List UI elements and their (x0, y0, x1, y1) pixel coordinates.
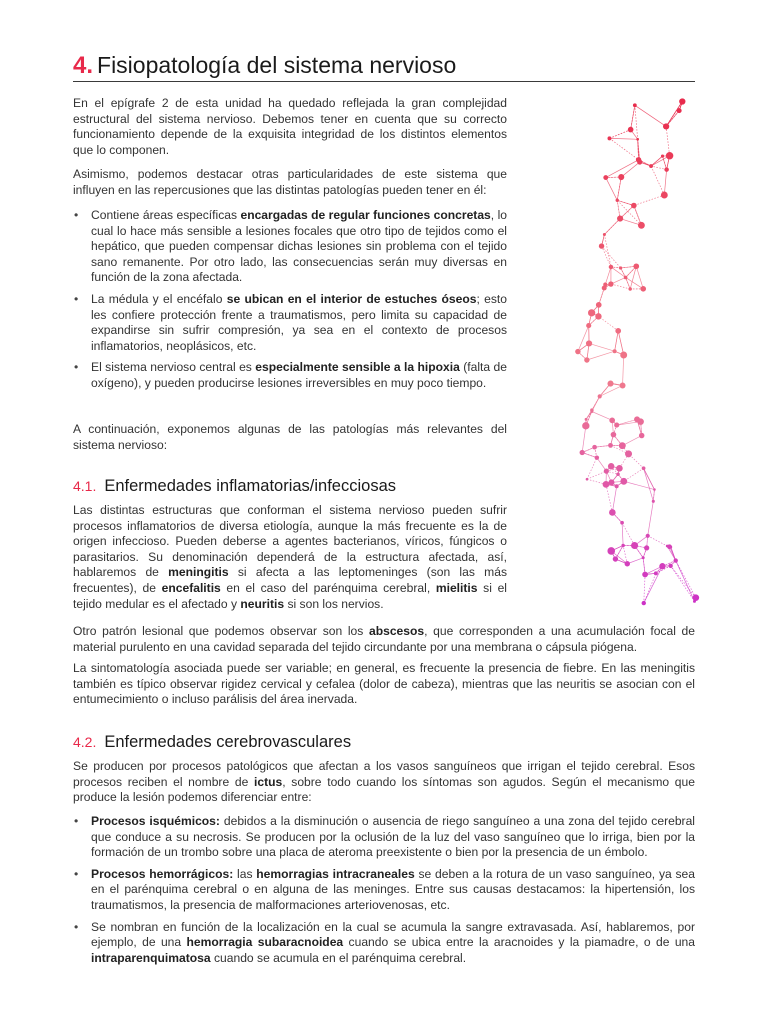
network-node (653, 488, 656, 491)
network-link (635, 105, 666, 126)
intro-paragraph-1: En el epígrafe 2 de esta unidad ha quedado reflejada la gran complejidad estructural del sistema nervioso. Debemos tener en cuenta que su correcto funcionamiento depende de la exquisita integridad de los distintos elementos que lo componen. (73, 96, 507, 157)
network-link (609, 138, 637, 139)
network-link (644, 573, 656, 603)
network-node (634, 416, 640, 422)
network-node (608, 443, 613, 448)
network-node (663, 123, 669, 129)
intro-bullet-list (73, 208, 507, 392)
network-node (586, 340, 592, 346)
network-node (636, 157, 641, 162)
network-node (661, 154, 664, 157)
network-link (671, 566, 695, 602)
network-node (644, 545, 649, 550)
network-node (609, 265, 613, 269)
network-link (612, 486, 616, 512)
network-node (604, 469, 609, 474)
network-link (635, 105, 638, 139)
network-link (666, 126, 669, 155)
chapter-number: 4. (73, 52, 94, 79)
network-node (693, 594, 700, 601)
network-node (616, 465, 623, 472)
network-link (587, 458, 597, 480)
network-link (592, 412, 612, 421)
network-link (664, 170, 666, 195)
network-node (592, 445, 597, 450)
network-link (634, 195, 664, 206)
network-link (651, 166, 667, 170)
network-link (676, 561, 695, 602)
network-node (609, 509, 616, 516)
network-node (633, 263, 639, 269)
network-link (609, 138, 638, 159)
network-node (652, 500, 655, 503)
intro-paragraph-3: A continuación, exponemos algunas de las patologías más relevantes del sistema nervioso: (73, 422, 507, 452)
list-item: • La médula y el encéfalo se ubican en el interior de estuches óseos; esto les confiere protección frente a traumatismos, pero limita su capacidad de expandirse sin sufrir compresión, ya sea en el contexto de procesos inflamatorios, neoplásicos, etc. (73, 292, 507, 354)
network-node (575, 349, 580, 354)
network-node (642, 556, 645, 559)
list-item: • Se nombran en función de la localización en la cual se acumula la sangre extravasada. Así, hablaremos, por ejemplo, de una hemorragia subaracnoidea cuando se ubica entre la aracnoides y la piamadre, o de una intraparenquimatosa cuando se acumula en el parénquima cerebral. (73, 920, 695, 967)
network-link (617, 177, 621, 200)
intro-paragraph-2: Asimismo, podemos destacar otras particularidades de este sistema que influyen en las repercusiones que las distintas patologías pueden tener en él: (73, 167, 507, 197)
network-node (617, 215, 623, 221)
network-node (636, 138, 639, 141)
network-node (613, 556, 618, 561)
network-link (676, 561, 696, 598)
network-node (619, 442, 626, 449)
network-node (614, 423, 619, 428)
network-node (608, 281, 613, 286)
network-node (621, 544, 624, 547)
network-link (624, 468, 644, 481)
list-item: • Contiene áreas específicas encargadas de regular funciones concretas, lo cual lo hace más sensible a lesiones focales que otro tipo de tejidos como el hepático, que pueden compensar dichas lesiones sin problema con el tejido sano remanente. Por otro lado, las consecuencias serán muy diversas en función de la zona afectada. (73, 208, 507, 286)
network-node (598, 394, 602, 398)
network-node (642, 601, 646, 605)
network-node (586, 478, 589, 481)
network-node (674, 558, 678, 562)
network-node (603, 481, 610, 488)
network-node (649, 164, 653, 168)
network-node (625, 561, 630, 566)
network-link (606, 178, 617, 201)
network-link (615, 331, 619, 351)
network-link (602, 246, 611, 267)
network-link (611, 267, 626, 278)
section-4-2-bullet-list (73, 814, 695, 966)
network-node (666, 545, 669, 548)
network-node (631, 203, 637, 209)
network-node (603, 233, 606, 236)
network-node (646, 534, 650, 538)
network-link (582, 426, 586, 453)
network-link (648, 536, 667, 546)
section-4-1-paragraph-2: Otro patrón lesional que podemos observar son los abscesos, que corresponden a una acumulación focal de material purulento en una cavidad separada del tejido circundante por una membrana o cápsula piógena. (73, 624, 695, 654)
network-node (620, 478, 627, 485)
network-link (651, 166, 664, 195)
network-node (677, 108, 682, 113)
network-node (620, 521, 624, 525)
network-node (642, 572, 648, 578)
network-link (589, 343, 615, 351)
network-node (588, 309, 595, 316)
network-node (595, 313, 601, 319)
network-link (618, 331, 623, 355)
section-4-2-paragraph-1: Se producen por procesos patológicos que afectan a los vasos sanguíneos que irrigan el tejido cerebral. Esos procesos reciben el nombre de ictus, sobre todo cuando los síntomas son agudos. Según el mecanismo que produce la lesión podemos diferenciar entre: (73, 759, 695, 805)
network-node (638, 222, 645, 229)
network-link (611, 284, 630, 289)
network-node (599, 243, 604, 248)
section-heading-4-1: 4.1. Enfermedades inflamatorias/infecciosas (73, 477, 397, 495)
network-link (604, 219, 620, 235)
network-node (590, 410, 593, 413)
network-node (616, 199, 619, 202)
network-node (603, 175, 608, 180)
section-4-1-paragraph-3: La sintomatología asociada puede ser variable; en general, es frecuente la presencia de fiebre. En las meningitis también es típico observar rigidez cervical y cefalea (dolor de cabeza), mientras que las neuritis se asocian con el entumecimiento o incluso parálisis del área inervada. (73, 661, 695, 707)
network-node (664, 167, 669, 172)
network-node (609, 417, 615, 423)
network-link (609, 130, 630, 139)
network-node (654, 571, 658, 575)
network-node (611, 432, 617, 438)
network-link (587, 351, 615, 360)
network-node (642, 466, 646, 470)
network-link (636, 266, 643, 289)
network-node (603, 283, 607, 287)
section-heading-4-2: 4.2. Enfermedades cerebrovasculares (73, 733, 352, 751)
network-node (661, 192, 668, 199)
network-node (609, 479, 615, 485)
network-link (644, 574, 645, 603)
chapter-title: Fisiopatología del sistema nervioso (97, 52, 457, 78)
network-node (595, 455, 599, 459)
network-node (580, 450, 585, 455)
network-node (668, 564, 672, 568)
network-link (648, 501, 654, 535)
network-node (619, 266, 622, 269)
network-node (639, 433, 645, 439)
network-link (644, 566, 663, 603)
network-link (651, 156, 662, 166)
network-node (585, 418, 588, 421)
network-link (671, 566, 696, 598)
network-node (586, 323, 591, 328)
network-node (624, 276, 628, 280)
network-node (679, 98, 685, 104)
network-link (653, 490, 654, 502)
network-node (616, 473, 619, 476)
list-item: • El sistema nervioso central es especialmente sensible a la hipoxia (falta de oxígeno), y pueden producirse lesiones irreversibles en muy poco tiempo. (73, 360, 507, 391)
network-node (631, 542, 638, 549)
network-node (618, 174, 624, 180)
network-link (595, 445, 611, 447)
network-link (666, 101, 682, 126)
network-node (584, 357, 589, 362)
neural-network-illustration (560, 95, 710, 610)
network-node (633, 103, 637, 107)
network-link (622, 523, 623, 546)
network-node (613, 349, 617, 353)
network-link (622, 523, 634, 546)
network-node (659, 563, 665, 569)
network-link (624, 481, 655, 489)
network-node (608, 463, 614, 469)
page-title (73, 50, 695, 82)
network-node (669, 546, 672, 549)
list-item: • Procesos hemorrágicos: las hemorragias intracraneales se deben a la rotura de un vaso sanguíneo, ya sea en el parénquima cerebral o en alguna de las meninges. Entre sus causas destacamos: la hipertensión, los traumatismos, la presencia de malformaciones arteriovenosas, etc. (73, 867, 695, 914)
network-node (615, 328, 621, 334)
network-node (582, 422, 589, 429)
network-link (598, 316, 618, 330)
network-node (640, 286, 646, 292)
network-node (628, 127, 634, 133)
network-link (638, 139, 639, 160)
network-node (615, 484, 619, 488)
section-4-1-paragraph-1: Las distintas estructuras que conforman el sistema nervioso pueden sufrir procesos inflamatorios de diversa etiología, aunque la más frecuente es la de origen infeccioso. Pueden deberse a agentes bacterianos, víricos, fúngicos o parasitarios. Su denominación dependerá de la estructura afectada, así, hablaremos de meningitis si afecta a las leptomeninges (son las más frecuentes), de encefalitis en el caso del parénquima cerebral, mielitis si el tejido medular es el afectado y neuritis si son los nervios. (73, 503, 507, 611)
network-node (620, 352, 627, 359)
network-link (602, 246, 621, 268)
network-node (628, 287, 631, 290)
network-node (596, 302, 602, 308)
network-node (607, 547, 615, 555)
network-node (607, 381, 613, 387)
network-node (666, 152, 673, 159)
network-node (625, 450, 632, 457)
network-link (623, 355, 624, 385)
network-node (607, 136, 611, 140)
network-link (606, 484, 612, 512)
list-item: • Procesos isquémicos: debidos a la disminución o ausencia de riego sanguíneo a una zona del tejido cerebral que conduce a su necrosis. Se producen por la oclusión de la luz del vaso sanguíneo que lo irriga, bien por la formación de un trombo sobre una placa de ateroma preexistente o bien por la presencia de un émbolo. (73, 814, 695, 861)
network-link (600, 385, 623, 396)
network-node (620, 382, 626, 388)
